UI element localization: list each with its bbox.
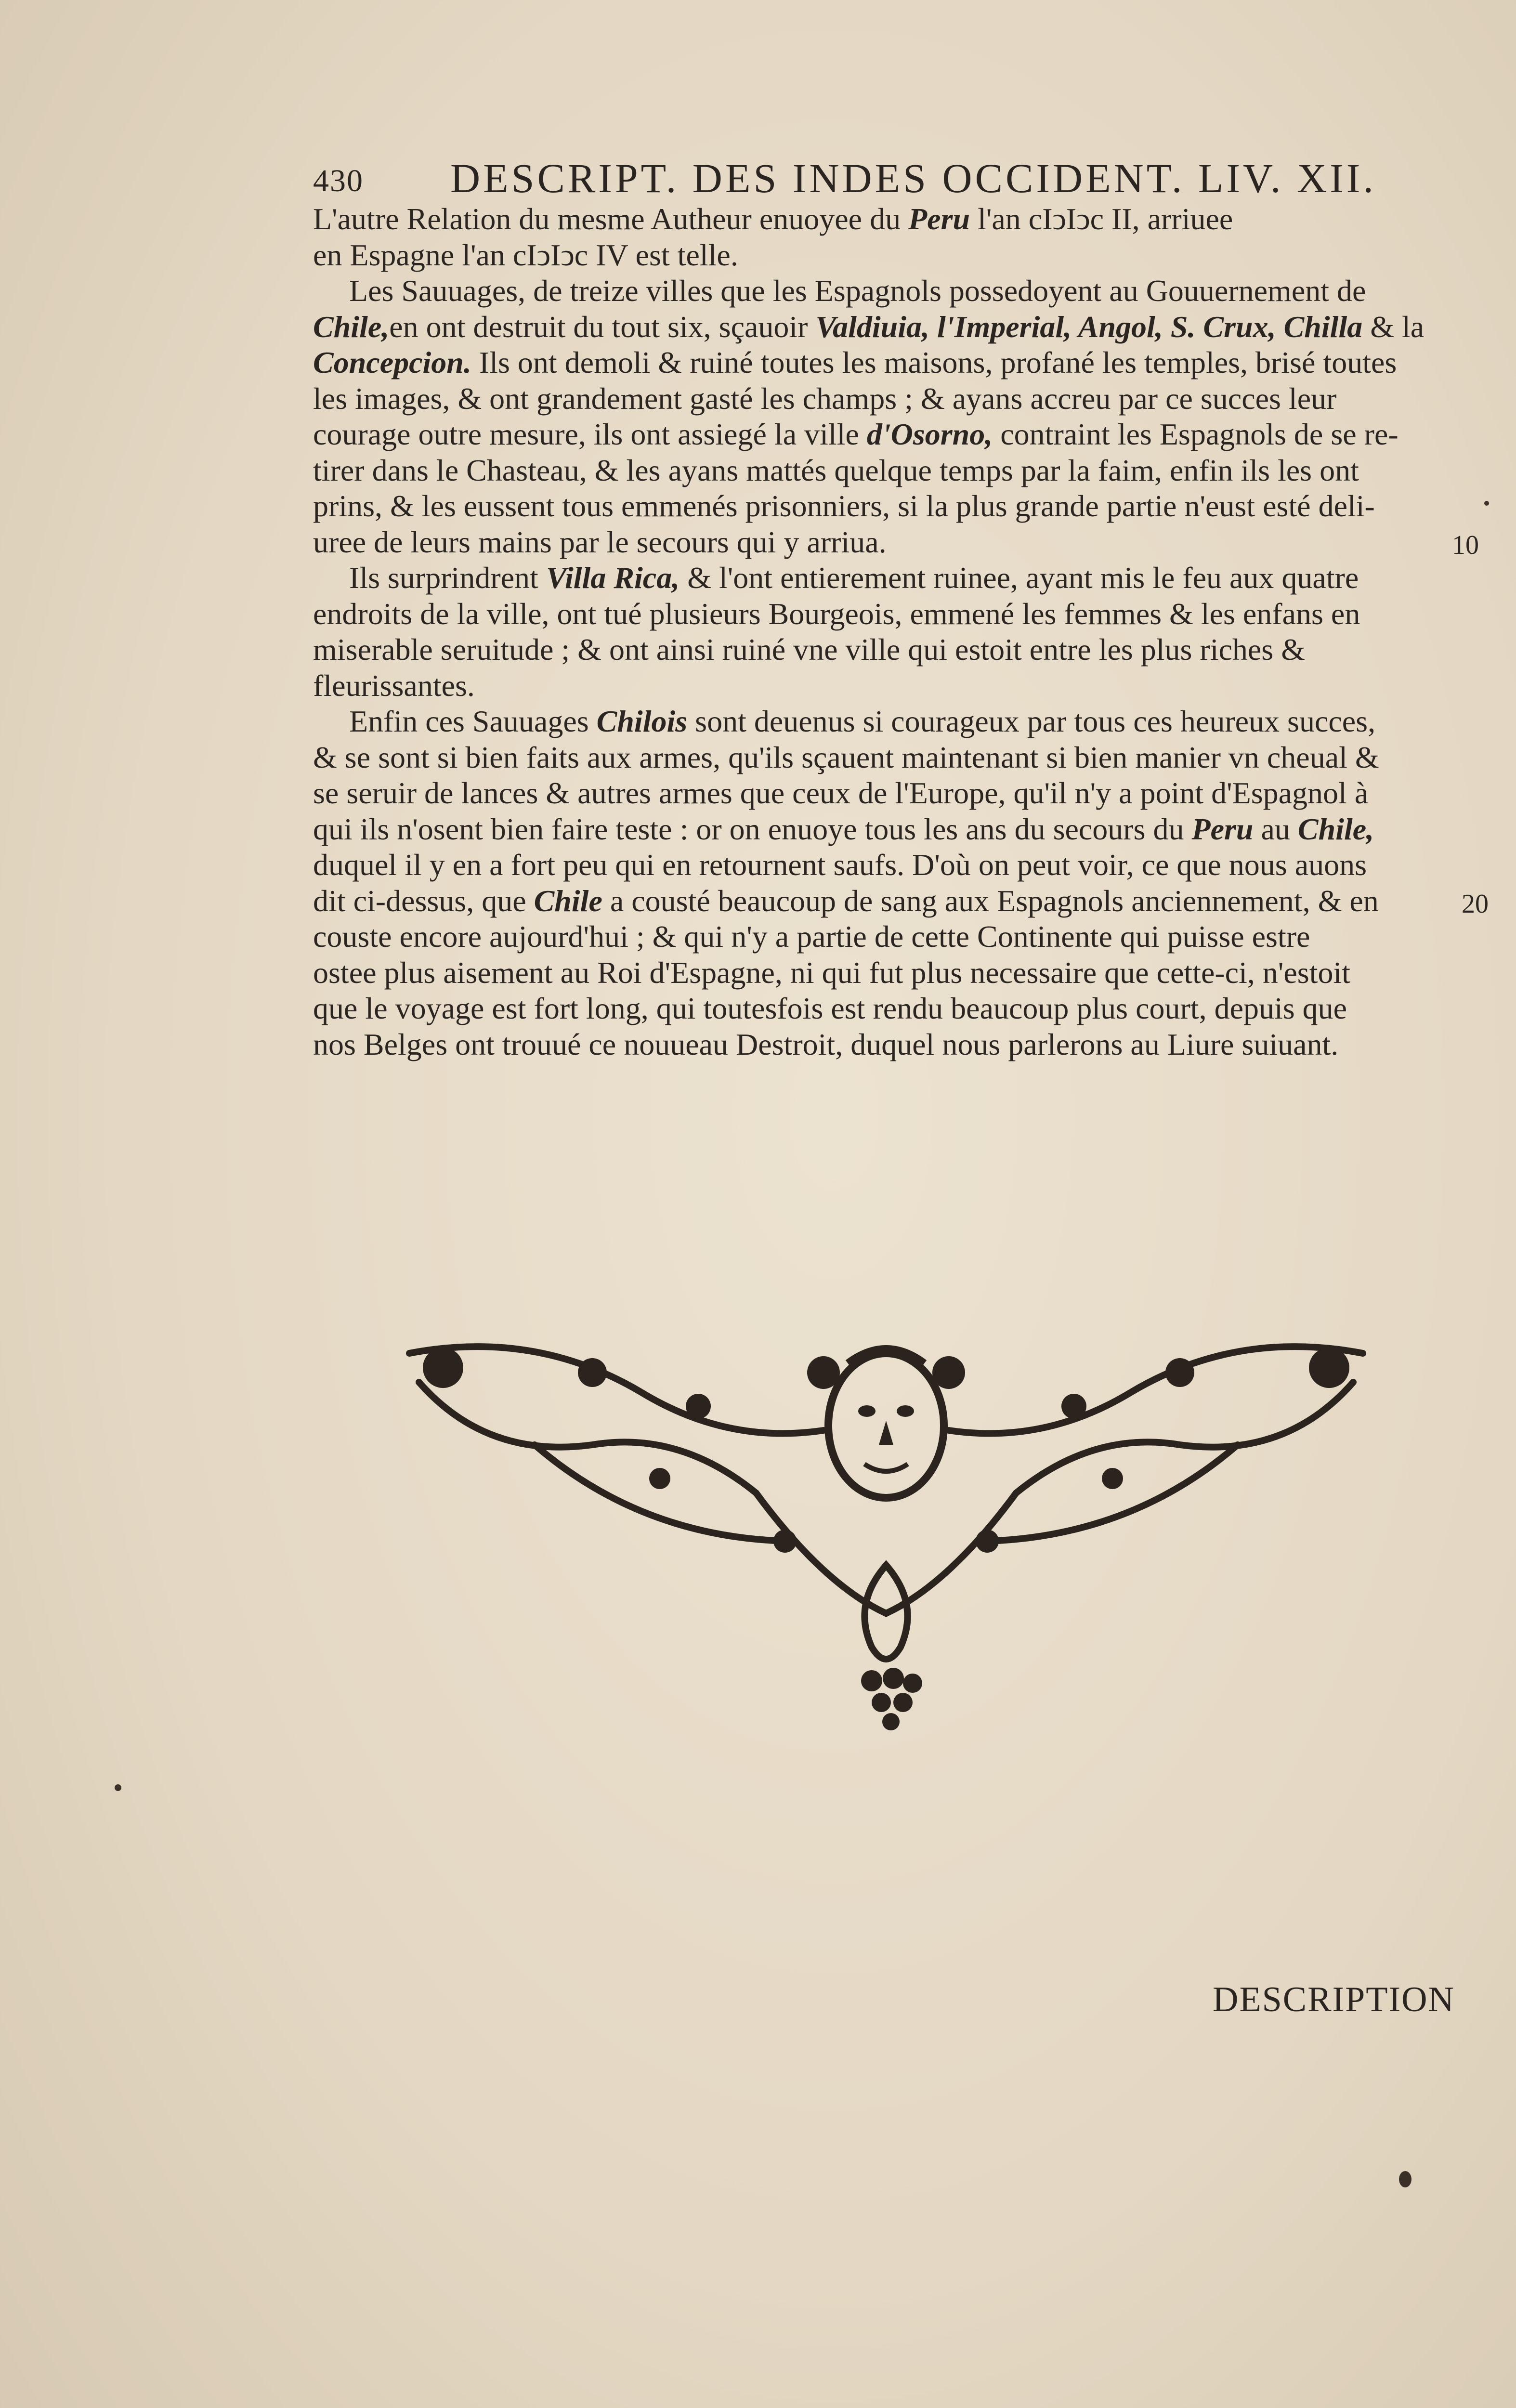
text-line: qui ils n'osent bien faire teste : or on enuoye tous les ans du secours du Peru au Chile, bbox=[313, 811, 1374, 846]
text-line: les images, & ont grandement gasté les champs ; & ayans accreu par ce succes leur bbox=[313, 381, 1337, 416]
catchword: DESCRIPTION bbox=[1213, 1980, 1455, 2019]
body-text bbox=[313, 201, 1459, 1062]
text-line: & se sont si bien faits aux armes, qu'ils sçauent maintenant si bien manier vn cheual & bbox=[313, 740, 1379, 774]
text-line: L'autre Relation du mesme Autheur enuoyee du Peru l'an cIↄIↄc II, arriuee bbox=[313, 202, 1233, 236]
text-line: Les Sauuages, de treize villes que les Espagnols possedoyent au Gouuernement de bbox=[349, 274, 1366, 308]
text-line: Ils surprindrent Villa Rica, & l'ont entierement ruinee, ayant mis le feu aux quatre bbox=[349, 561, 1359, 595]
text-line: duquel il y en a fort peu qui en retournent saufs. D'où on peut voir, ce que nous auons bbox=[313, 848, 1367, 882]
ink-speck bbox=[1399, 2171, 1411, 2187]
text-line: en Espagne l'an cIↄIↄc IV est telle. bbox=[313, 237, 738, 272]
text-line: dit ci-dessus, que Chile a cousté beaucoup de sang aux Espagnols anciennement, & en bbox=[313, 883, 1379, 918]
text-line: tirer dans le Chasteau, & les ayans mattés quelque temps par la faim, enfin ils les ont bbox=[313, 453, 1359, 487]
running-head bbox=[313, 154, 1376, 207]
running-head-title: DESCRIPT. DES INDES OCCIDENT. LIV. XII. bbox=[450, 155, 1376, 201]
text-line: uree de leurs mains par le secours qui y arriua. bbox=[313, 524, 887, 559]
text-line: Enfin ces Sauuages Chilois sont deuenus si courageux par tous ces heureux succes, bbox=[349, 704, 1376, 738]
text-line: nos Belges ont trouué ce nouueau Destroit, duquel nous parlerons au Liure suiuant. bbox=[313, 1027, 1339, 1061]
text-line: Concepcion. Ils ont demoli & ruiné toutes les maisons, profané les temples, brisé toutes bbox=[313, 345, 1397, 380]
text-line: endroits de la ville, ont tué plusieurs Bourgeois, emmené les femmes & les enfans en bbox=[313, 596, 1360, 631]
margin-line-number-20: 20 bbox=[1462, 889, 1489, 919]
text-line: courage outre mesure, ils ont assiegé la ville d'Osorno, contraint les Espagnols de se re- bbox=[313, 417, 1398, 451]
margin-line-number-10: 10 bbox=[1452, 530, 1479, 560]
text-line: fleurissantes. bbox=[313, 668, 475, 703]
woodcut-ornament-image bbox=[390, 1334, 1382, 1734]
ink-speck bbox=[115, 1784, 121, 1791]
ink-speck bbox=[1484, 501, 1489, 506]
text-line: couste encore aujourd'hui ; & qui n'y a partie de cette Continente qui puisse estre bbox=[313, 919, 1310, 954]
page-number: 430 bbox=[313, 163, 364, 198]
text-line: ostee plus aisement au Roi d'Espagne, ni qui fut plus necessaire que cette-ci, n'estoit bbox=[313, 955, 1351, 990]
text-line: prins, & les eussent tous emmenés prisonniers, si la plus grande partie n'eust esté deli- bbox=[313, 489, 1375, 523]
text-line: Chile,en ont destruit du tout six, sçauoir Valdiuia, l'Imperial, Angol, S. Crux, Chilla & la bbox=[313, 309, 1425, 344]
text-line: se seruir de lances & autres armes que ceux de l'Europe, qu'il n'y a point d'Espagnol à bbox=[313, 776, 1369, 810]
text-line: que le voyage est fort long, qui toutesfois est rendu beaucoup plus court, depuis que bbox=[313, 991, 1347, 1025]
text-line: miserable seruitude ; & ont ainsi ruiné vne ville qui estoit entre les plus riches & bbox=[313, 632, 1305, 667]
